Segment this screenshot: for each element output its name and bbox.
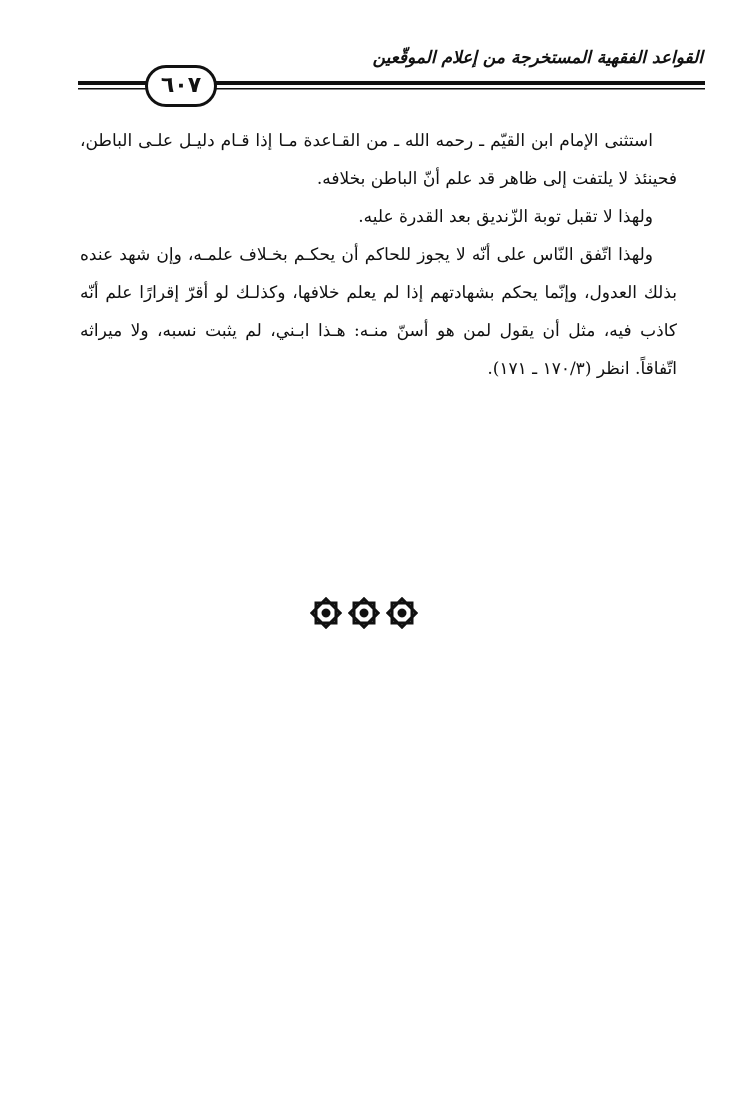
octagram-icon: [310, 597, 342, 629]
octagram-icon: [386, 597, 418, 629]
octagram-icon: [348, 597, 380, 629]
page-number-badge: [145, 65, 217, 107]
page-number: ٦٠٧: [160, 73, 202, 98]
running-header-title: القواعد الفقهية المستخرجة من إعلام الموقّعين: [372, 48, 703, 68]
section-divider-ornament: [310, 596, 418, 630]
paragraph: ولهذا لا تقبل توبة الزّنديق بعد القدرة عليه.: [358, 207, 653, 227]
paragraph: ولهذا اتّفق النّاس على أنّه لا يجوز للحاكم أن يحكـم بخـلاف علمـه، وإن شهد عنده بذلك العدول، وإنّما يحكم بشهادتهم إذا لم يعلم خلافها، وكذلـك لو أقرّ إقرارًا علم أنّه كاذب فيه، مثل أن يقول لمن هو أسنّ منـه: هـذا ابـني، لم يثبت نسبه، ولا ميراثه اتّفاقاً. انظر (١٧٠/٣ ـ ١٧١).: [80, 245, 677, 379]
body-text: [80, 122, 677, 388]
paragraph: استثنى الإمام ابن القيّم ـ رحمه الله ـ من القـاعدة مـا إذا قـام دليـل علـى الباطن، فحينئذ لا يلتفت إلى ظاهر قد علم أنّ الباطن بخلافه.: [80, 131, 677, 189]
